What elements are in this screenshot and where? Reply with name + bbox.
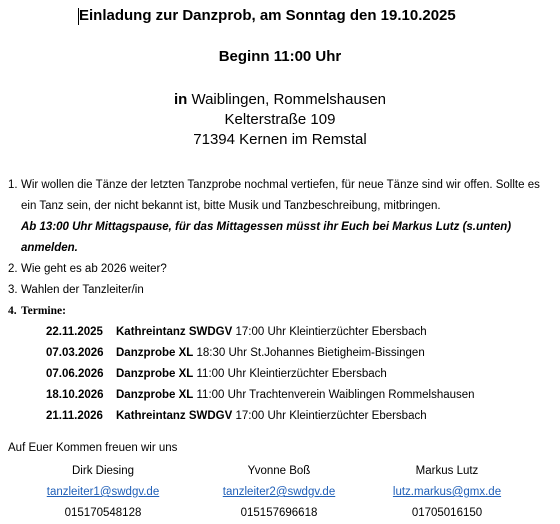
termin-date: 22.11.2025 <box>46 326 103 338</box>
termin-name: Kathreintanz SWDGV <box>116 326 233 338</box>
termin-details: 11:00 Uhr Kleintierzüchter Ebersbach <box>193 368 387 380</box>
city-line: 71394 Kernen im Remstal <box>193 131 367 148</box>
termin-name: Danzprobe XL <box>116 347 194 359</box>
location-prefix: in <box>173 91 188 108</box>
termin-date: 07.06.2026 <box>46 368 104 380</box>
contact-email-link[interactable]: tanzleiter1@swdgv.de <box>46 486 160 498</box>
item-text: Wie geht es ab 2026 weiter? <box>21 263 167 275</box>
item-number: 4. <box>8 305 17 317</box>
termin-details: 18:30 Uhr St.Johannes Bietigheim-Bissingen <box>193 347 425 359</box>
termin-date: 18.10.2026 <box>46 389 104 401</box>
termine-heading: Termine: <box>21 305 66 317</box>
item-text: Wahlen der Tanzleiter/in <box>21 284 144 296</box>
agenda-item <box>8 301 558 322</box>
item-emphasis: Ab 13:00 Uhr Mittagspause, für das Mittagessen müsst ihr Euch bei Markus Lutz (s.unten) anmelden. <box>21 221 512 254</box>
contact-phone: 01705016150 <box>411 507 483 519</box>
termine-list <box>46 322 558 427</box>
contact-column <box>372 461 522 524</box>
termin-details: 11:00 Uhr Trachtenverein Waiblingen Rommelshausen <box>193 389 475 401</box>
item-number: 3. <box>8 284 18 296</box>
location-name: Waiblingen, Rommelshausen <box>187 91 387 108</box>
termin-date: 07.03.2026 <box>46 347 104 359</box>
termin-name: Danzprobe XL <box>116 389 194 401</box>
termin-row <box>46 406 558 427</box>
item-number: 2. <box>8 263 18 275</box>
contact-email-link[interactable]: lutz.markus@gmx.de <box>392 486 502 498</box>
contact-name: Yvonne Boß <box>247 465 311 477</box>
contact-email-link[interactable]: tanzleiter2@swdgv.de <box>222 486 336 498</box>
contact-column <box>204 461 354 524</box>
contact-phone: 015157696618 <box>240 507 318 519</box>
termin-details: 17:00 Uhr Kleintierzüchter Ebersbach <box>232 410 427 422</box>
termin-row <box>46 385 558 406</box>
termin-details: 17:00 Uhr Kleintierzüchter Ebersbach <box>232 326 427 338</box>
contact-phone: 015170548128 <box>64 507 142 519</box>
contact-name: Markus Lutz <box>415 465 479 477</box>
location-line <box>0 91 560 108</box>
page-title: Einladung zur Danzprob, am Sonntag den 19.10.2025 <box>79 7 456 24</box>
contact-column <box>28 461 178 524</box>
termin-row <box>46 343 558 364</box>
agenda-item <box>8 175 558 259</box>
item-number: 1. <box>8 179 18 191</box>
termin-row <box>46 322 558 343</box>
contact-name: Dirk Diesing <box>72 465 134 477</box>
agenda-item <box>8 259 558 280</box>
closing-text: Auf Euer Kommen freuen wir uns <box>8 442 178 454</box>
start-time: Beginn 11:00 Uhr <box>218 48 342 65</box>
termin-date: 21.11.2026 <box>46 410 103 422</box>
agenda-list <box>8 175 558 427</box>
item-text: Wir wollen die Tänze der letzten Tanzprobe nochmal vertiefen, für neue Tänze sind wir offen. Sollte es ein Tanz sein, der nicht bekannt ist, bitte Musik und Tanzbeschreibung, mitbringen. <box>21 179 540 212</box>
termin-name: Danzprobe XL <box>116 368 194 380</box>
termin-row <box>46 364 558 385</box>
termin-name: Kathreintanz SWDGV <box>116 410 233 422</box>
agenda-item <box>8 280 558 301</box>
street-line: Kelterstraße 109 <box>224 111 336 128</box>
